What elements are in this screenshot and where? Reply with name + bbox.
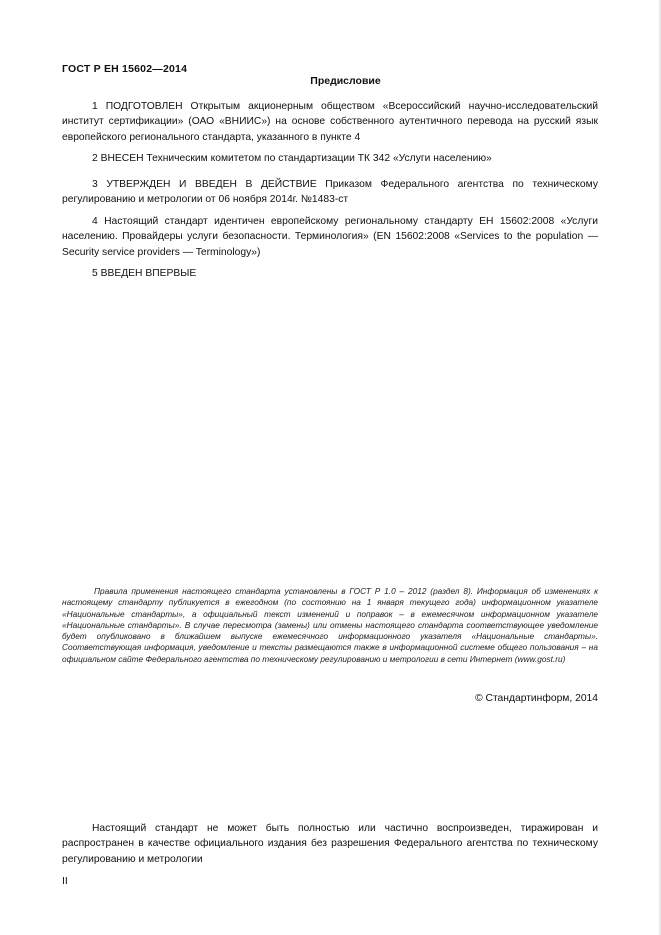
paragraph-first-introduced: 5 ВВЕДЕН ВПЕРВЫЕ — [92, 268, 197, 279]
paragraph-identical: 4 Настоящий стандарт идентичен европейскому региональному стандарту ЕН 15602:2008 «Услуги населению. Провайдеры услуги безопасности. Терминология» (EN 15602:2008 «Services to the population — Security service providers — Terminology») — [62, 216, 598, 258]
copyright-line: © Стандартинформ, 2014 — [475, 693, 598, 704]
page-title: Предисловие — [310, 75, 381, 87]
paragraph-approved: 3 УТВЕРЖДЕН И ВВЕДЕН В ДЕЙСТВИЕ Приказом Федерального агентства по техническому регулированию и метрологии от 06 ноября 2014г. №1483-ст — [62, 179, 598, 206]
page-number: II — [62, 875, 68, 887]
paragraph-introduced: 2 ВНЕСЕН Техническим комитетом по стандартизации ТК 342 «Услуги населению» — [92, 153, 492, 164]
document-header: ГОСТ Р ЕН 15602—2014 — [62, 63, 188, 75]
application-rules-notice: Правила применения настоящего стандарта установлены в ГОСТ Р 1.0 – 2012 (раздел 8). Информация об изменениях к настоящему стандарту публикуется в ежегодном (по состоянию на 1 января текущего года) информационном указателе «Национальные стандарты», а официальный текст изменений и поправок – в ежемесячном информационном указателе «Национальные стандарты». В случае пересмотра (замены) или отмены настоящего стандарта соответствующее уведомление будет опубликовано в ближайшем выпуске ежемесячного информационного указателя «Национальные стандарты». Соответствующая информация, уведомление и тексты размещаются также в информационной системе общего пользования – на официальном сайте Федерального агентства по техническому регулированию и метрологии в сети Интернет (www.gost.ru) — [62, 586, 598, 664]
paragraph-prepared: 1 ПОДГОТОВЛЕН Открытым акционерным обществом «Всероссийский научно-исследовательский институт сертификации» (ОАО «ВНИИС») на основе собственного аутентичного перевода на русский язык европейского регионального стандарта, указанного в пункте 4 — [62, 101, 598, 143]
reproduction-notice: Настоящий стандарт не может быть полностью или частично воспроизведен, тиражирован и распространен в качестве официального издания без разрешения Федерального агентства по техническому регулированию и метрологии — [62, 823, 598, 865]
